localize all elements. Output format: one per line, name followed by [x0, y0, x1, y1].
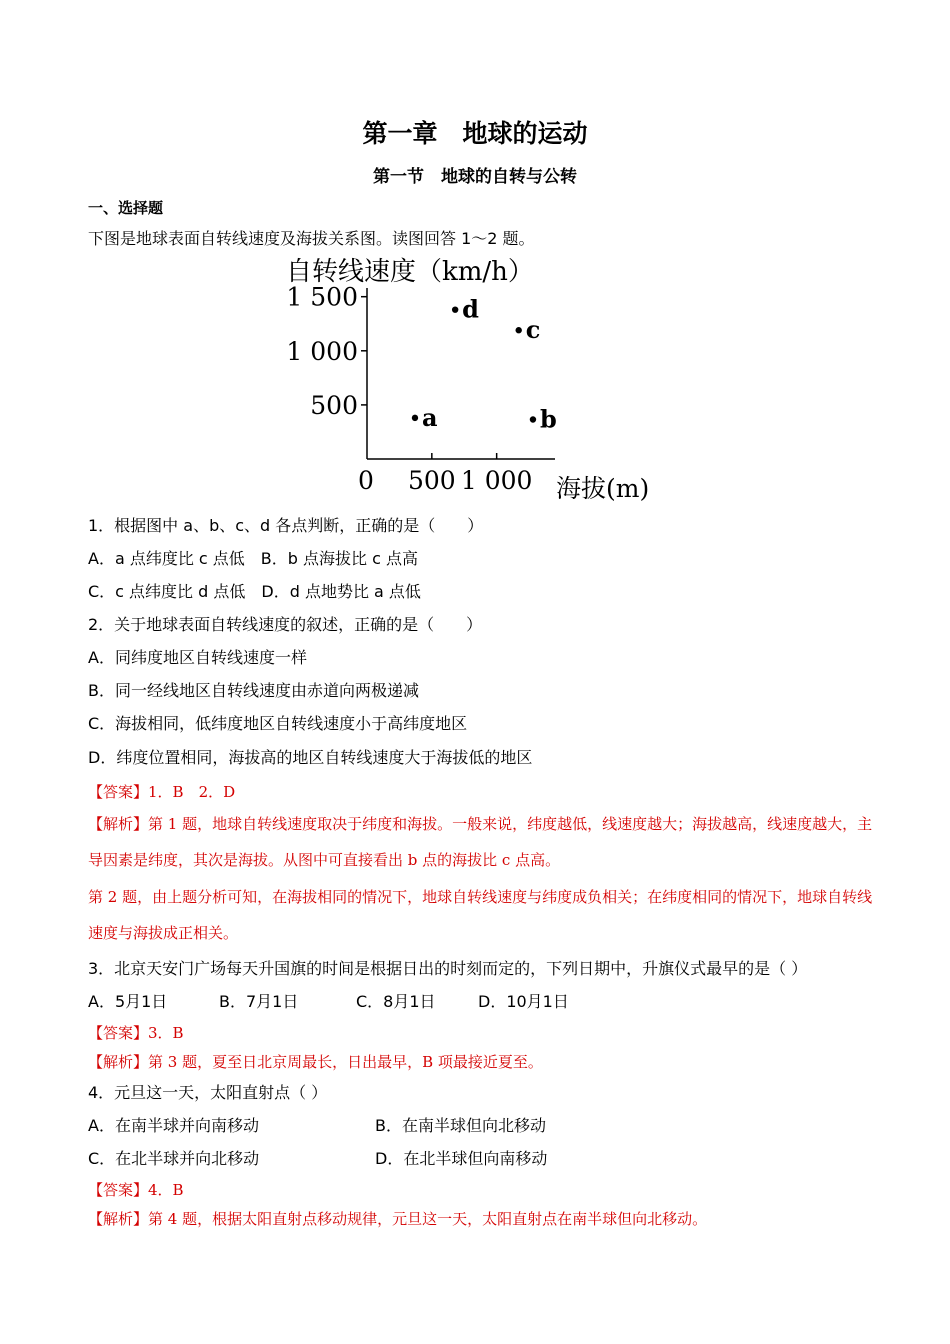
data-point-d [452, 306, 458, 312]
question-3-stem: 3．北京天安门广场每天升国旗的时间是根据日出的时刻而定的，下列日期中，升旗仪式最早的是（ ） [88, 959, 808, 978]
y-tick-label: 1 000 [286, 336, 358, 366]
chapter-title: 第一章 地球的运动 [362, 119, 588, 148]
rotation-speed-chart [270, 248, 670, 506]
data-point-b [530, 416, 536, 422]
x-axis-label: 海拔(m) [556, 474, 650, 503]
answer-4: 【答案】4．B [88, 1181, 184, 1199]
part-label: 一、选择题 [88, 199, 164, 217]
y-tick-label: 1 500 [286, 282, 358, 312]
analysis-2: 第 2 题，由上题分析可知，在海拔相同的情况下，地球自转线速度与纬度成负相关；在纬度相同的情况下，地球自转线速度与海拔成正相关。 [88, 888, 873, 942]
y-axis-label: 自转线速度（km/h） [286, 257, 534, 287]
analysis-4: 【解析】第 4 题，根据太阳直射点移动规律，元旦这一天，太阳直射点在南半球但向北移动。 [88, 1210, 708, 1228]
question-4-option-d: D．在北半球但向南移动 [375, 1149, 548, 1168]
question-2-stem: 2．关于地球表面自转线速度的叙述，正确的是（ ） [88, 615, 483, 634]
data-point-a [412, 415, 418, 421]
question-3-option-c: C．8月1日 [356, 992, 436, 1011]
analysis-1: 【解析】第 1 题，地球自转线速度取决于纬度和海拔。一般来说，纬度越低，线速度越大；海拔越高，线速度越大，主导因素是纬度，其次是海拔。从图中可直接看出 b 点的海拔比 c 点高。 [88, 815, 873, 869]
question-1-stem: 1．根据图中 a、b、c、d 各点判断，正确的是（ ） [88, 516, 484, 535]
origin-label: 0 [358, 466, 374, 495]
x-tick-label: 1 000 [460, 466, 533, 495]
x-tick-label: 500 [407, 466, 456, 495]
question-3-option-a: A．5月1日 [88, 992, 168, 1011]
intro-text: 下图是地球表面自转线速度及海拔关系图。读图回答 1～2 题。 [88, 229, 535, 248]
answer-1-2: 【答案】1．B 2．D [88, 783, 236, 801]
question-2-option-d: D．纬度位置相同，海拔高的地区自转线速度大于海拔低的地区 [88, 748, 533, 767]
y-tick-label: 500 [310, 390, 358, 420]
question-1-option-ab: A．a 点纬度比 c 点低 B．b 点海拔比 c 点高 [88, 549, 418, 568]
data-point-label-d: d [462, 294, 479, 324]
question-3-option-d: D．10月1日 [478, 992, 569, 1011]
data-point-label-a: a [421, 402, 438, 432]
section-title: 第一节 地球的自转与公转 [373, 167, 577, 187]
question-4-option-b: B．在南半球但向北移动 [375, 1116, 546, 1135]
question-1-option-cd: C．c 点纬度比 d 点低 D．d 点地势比 a 点低 [88, 582, 421, 601]
question-2-option-a: A．同纬度地区自转线速度一样 [88, 648, 307, 667]
data-point-c [515, 327, 521, 333]
question-2-option-c: C．海拔相同，低纬度地区自转线速度小于高纬度地区 [88, 714, 468, 733]
question-4-option-a: A．在南半球并向南移动 [88, 1116, 259, 1135]
question-2-option-b: B．同一经线地区自转线速度由赤道向两极递减 [88, 681, 419, 700]
data-point-label-b: b [539, 404, 557, 434]
answer-3: 【答案】3．B [88, 1024, 184, 1042]
data-point-label-c: c [525, 315, 541, 345]
question-4-option-c: C．在北半球并向北移动 [88, 1149, 260, 1168]
question-3-option-b: B．7月1日 [219, 992, 299, 1011]
analysis-3: 【解析】第 3 题，夏至日北京周最长，日出最早，B 项最接近夏至。 [88, 1053, 543, 1071]
question-4-stem: 4．元旦这一天，太阳直射点（ ） [88, 1083, 328, 1102]
